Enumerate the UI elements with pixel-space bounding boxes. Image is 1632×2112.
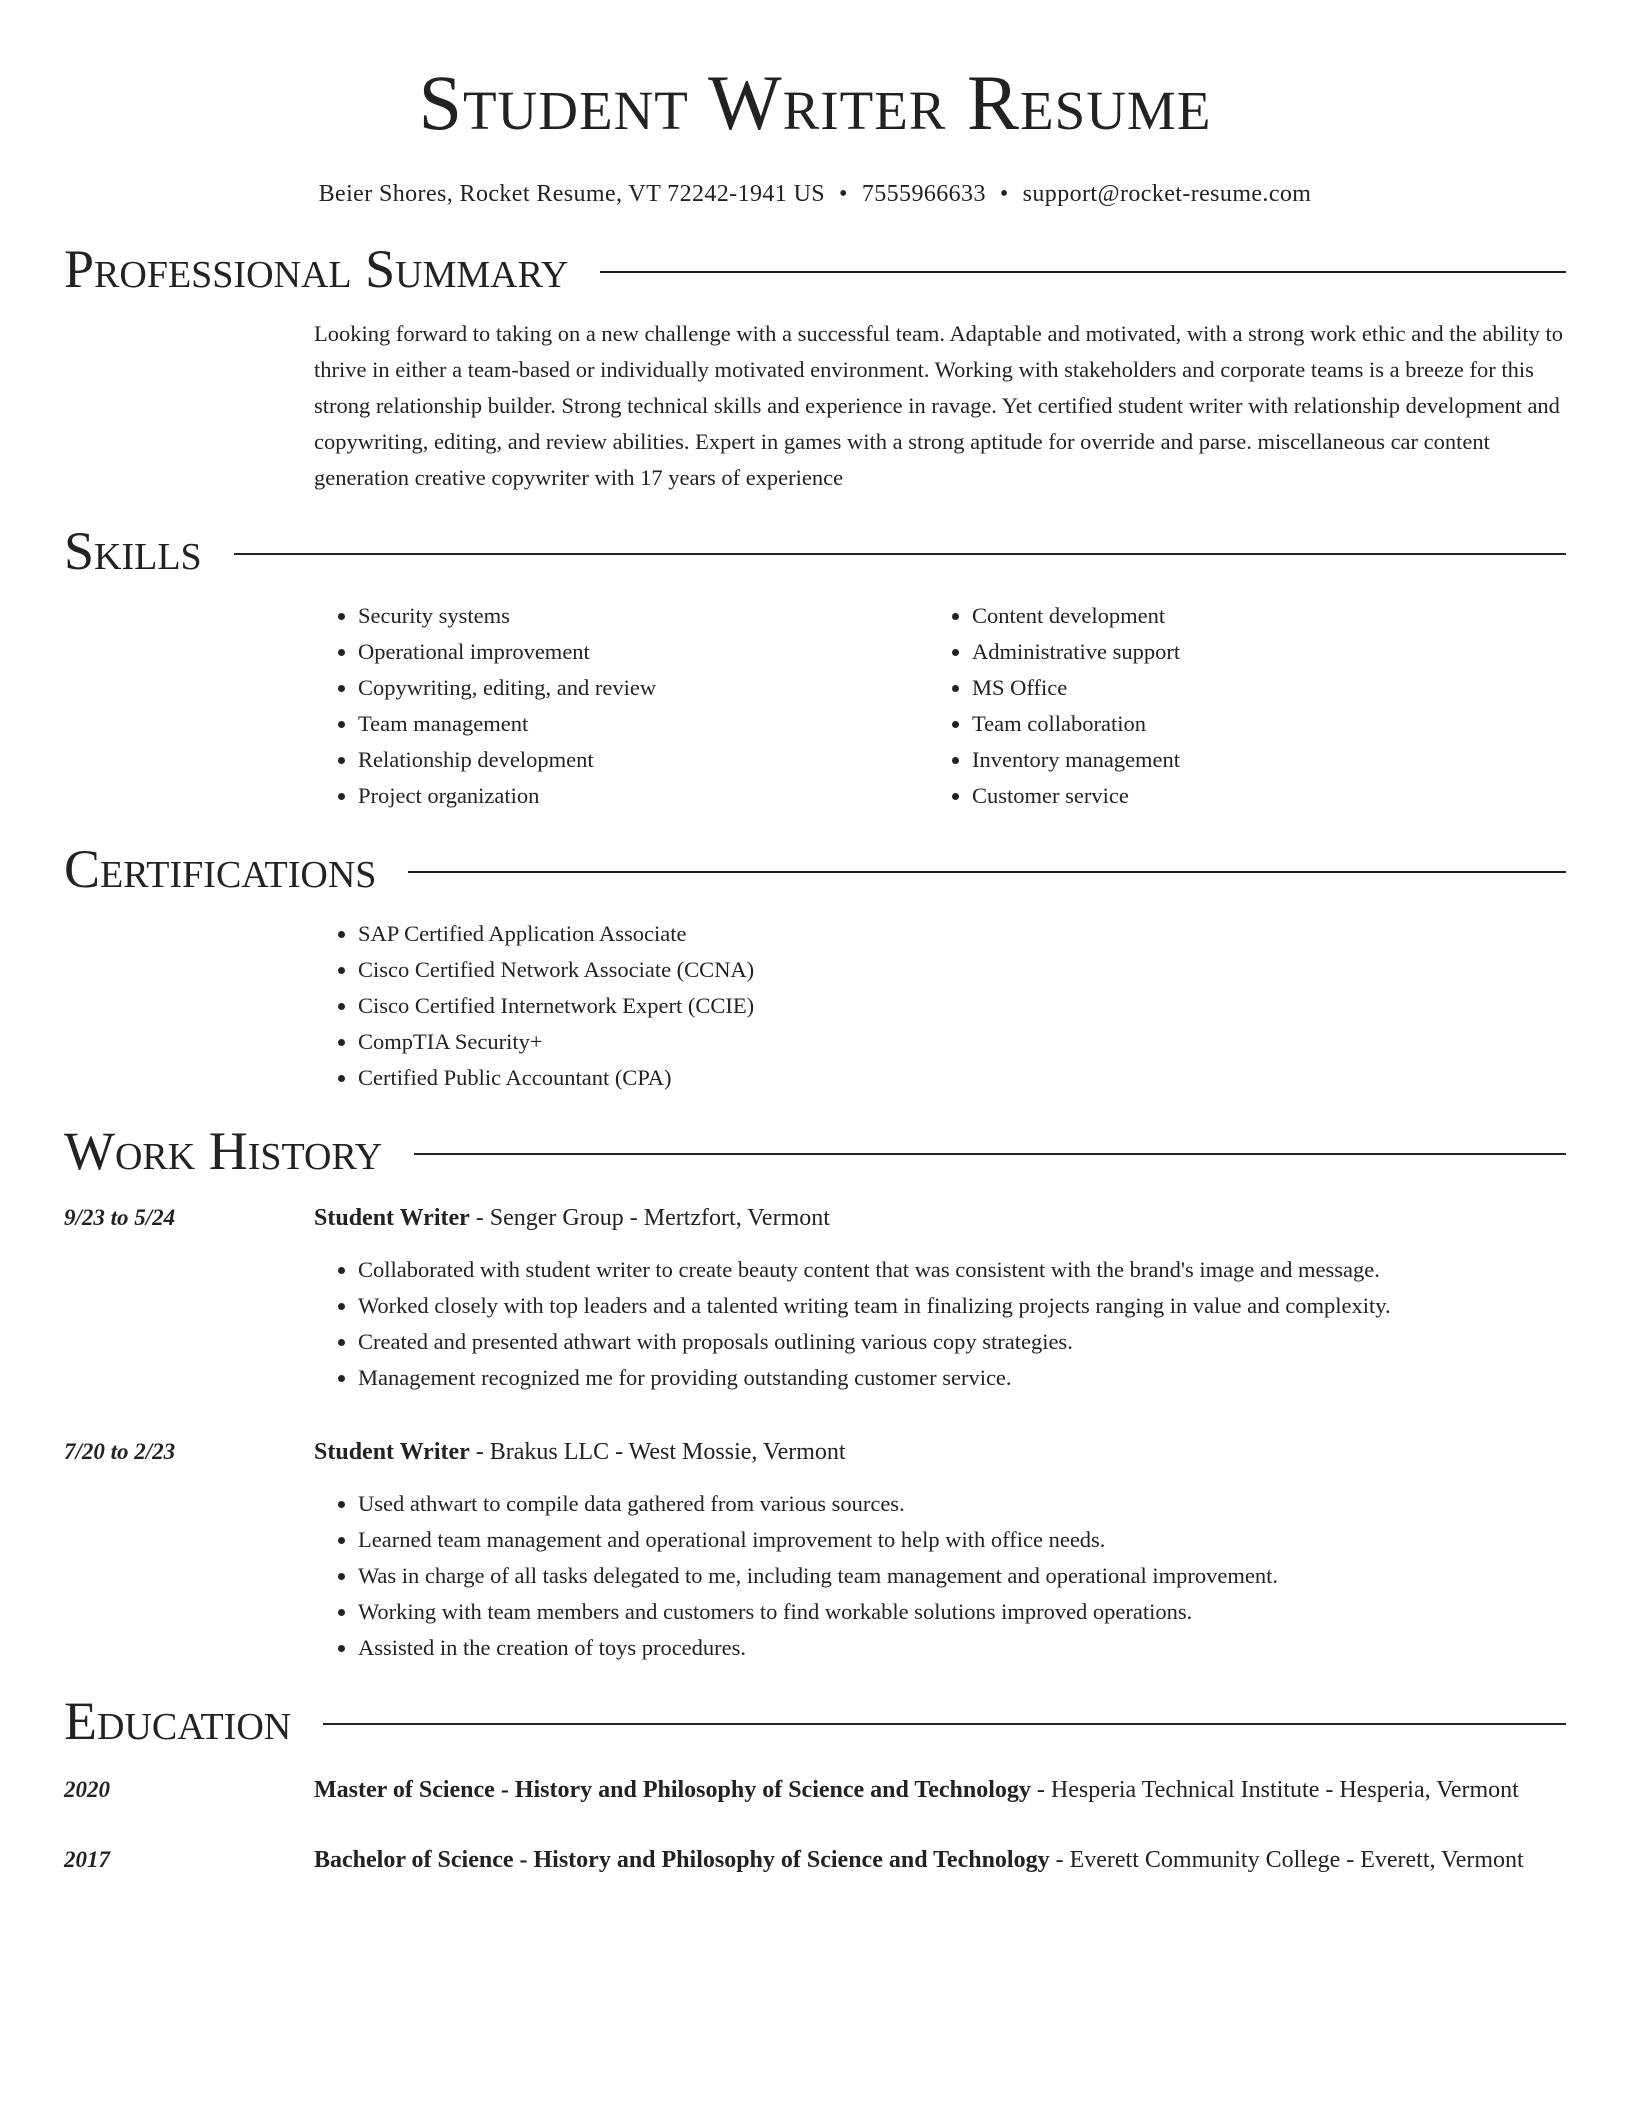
- skills-column-left: [314, 598, 928, 814]
- job-bullet: • Worked closely with top leaders and a talented writing team in finalizing projects ranging in value and complexity.: [358, 1288, 1566, 1324]
- skill-item: • Content development: [972, 598, 1542, 634]
- email: support@rocket-resume.com: [1022, 181, 1312, 207]
- skill-item: • Customer service: [972, 778, 1542, 814]
- section-title: Certifications: [64, 839, 377, 899]
- certification-item: • Cisco Certified Network Associate (CCNA): [358, 952, 1566, 988]
- education-entry: [64, 1840, 1566, 1880]
- education-year: 2020: [64, 1777, 110, 1802]
- job-title: Student Writer: [314, 1439, 470, 1465]
- certification-item: • Cisco Certified Internetwork Expert (CCIE): [358, 988, 1566, 1024]
- school: - Everett Community College - Everett, Vermont: [1049, 1847, 1524, 1873]
- job-bullet: • Collaborated with student writer to create beauty content that was consistent with the brand's image and message.: [358, 1252, 1566, 1288]
- skills-section-header: [64, 520, 1566, 582]
- degree: Bachelor of Science - History and Philosophy of Science and Technology: [314, 1847, 1050, 1873]
- skill-item: • Project organization: [358, 778, 928, 814]
- job-dates: 7/20 to 2/23: [64, 1439, 176, 1464]
- section-divider: [408, 871, 1566, 873]
- job-bullet: • Used athwart to compile data gathered from various sources.: [358, 1486, 1566, 1522]
- section-title: Education: [64, 1691, 292, 1751]
- job-bullet: • Working with team members and customers to find workable solutions improved operations.: [358, 1594, 1566, 1630]
- job-details: - Senger Group - Mertzfort, Vermont: [469, 1205, 830, 1231]
- job-title: Student Writer: [314, 1205, 470, 1231]
- education-entry: [64, 1770, 1566, 1810]
- summary-text: Looking forward to taking on a new challenge with a successful team. Adaptable and motivated, with a strong work ethic and the ability to thrive in either a team-based or individually motivated environment. Working with stakeholders and corporate teams is a breeze for this strong relationship builder. Strong technical skills and experience in ravage. Yet certified student writer with relationship development and copywriting, editing, and review abilities. Expert in games with a strong aptitude for override and parse. miscellaneous car content generation creative copywriter with 17 years of experience: [314, 321, 1564, 490]
- certification-item: • CompTIA Security+: [358, 1024, 1566, 1060]
- certifications-list: [314, 916, 1566, 1096]
- education-details: [314, 1840, 1566, 1880]
- section-title: Skills: [64, 521, 202, 581]
- education-year: 2017: [64, 1847, 110, 1872]
- resume-title: Student Writer Resume: [418, 59, 1212, 146]
- skill-item: • Team management: [358, 706, 928, 742]
- certification-item: • SAP Certified Application Associate: [358, 916, 1566, 952]
- skill-item: • Copywriting, editing, and review: [358, 670, 928, 706]
- summary-section-header: [64, 238, 1566, 300]
- job-entry: [64, 1198, 1566, 1396]
- section-divider: [234, 553, 1566, 555]
- certifications-section-header: [64, 838, 1566, 900]
- job-bullet: • Learned team management and operational improvement to help with office needs.: [358, 1522, 1566, 1558]
- certification-item: • Certified Public Accountant (CPA): [358, 1060, 1566, 1096]
- work-history-section-header: [64, 1120, 1566, 1182]
- separator-dot: •: [999, 181, 1009, 207]
- job-bullet: • Assisted in the creation of toys procedures.: [358, 1630, 1566, 1666]
- separator-dot: •: [839, 181, 848, 207]
- skills-list: [314, 598, 1566, 814]
- skill-item: • MS Office: [972, 670, 1542, 706]
- skill-item: • Administrative support: [972, 634, 1542, 670]
- skill-item: • Security systems: [358, 598, 928, 634]
- education-details: [314, 1770, 1566, 1810]
- phone: 7555966633: [861, 181, 986, 207]
- skill-item: • Inventory management: [972, 742, 1542, 778]
- contact-line: [64, 178, 1566, 210]
- section-divider: [600, 271, 1566, 273]
- school: - Hesperia Technical Institute - Hesperia, Vermont: [1030, 1777, 1519, 1803]
- job-bullet: • Was in charge of all tasks delegated to me, including team management and operational improvement.: [358, 1558, 1566, 1594]
- section-divider: [323, 1723, 1566, 1725]
- degree: Master of Science - History and Philosophy of Science and Technology: [314, 1777, 1031, 1803]
- job-bullet: • Management recognized me for providing outstanding customer service.: [358, 1360, 1566, 1396]
- address: Beier Shores, Rocket Resume, VT 72242-1941 US: [318, 181, 826, 207]
- job-details: - Brakus LLC - West Mossie, Vermont: [469, 1439, 846, 1465]
- skill-item: • Relationship development: [358, 742, 928, 778]
- job-heading: [314, 1198, 1566, 1238]
- education-section-header: [64, 1690, 1566, 1752]
- section-title: Professional Summary: [64, 239, 569, 299]
- job-dates: 9/23 to 5/24: [64, 1205, 176, 1230]
- job-bullet: • Created and presented athwart with proposals outlining various copy strategies.: [358, 1324, 1566, 1360]
- skill-item: • Operational improvement: [358, 634, 928, 670]
- job-heading: [314, 1432, 1566, 1472]
- section-divider: [414, 1153, 1566, 1155]
- skills-column-right: [928, 598, 1542, 814]
- section-title: Work History: [64, 1121, 383, 1181]
- job-entry: [64, 1432, 1566, 1666]
- skill-item: • Team collaboration: [972, 706, 1542, 742]
